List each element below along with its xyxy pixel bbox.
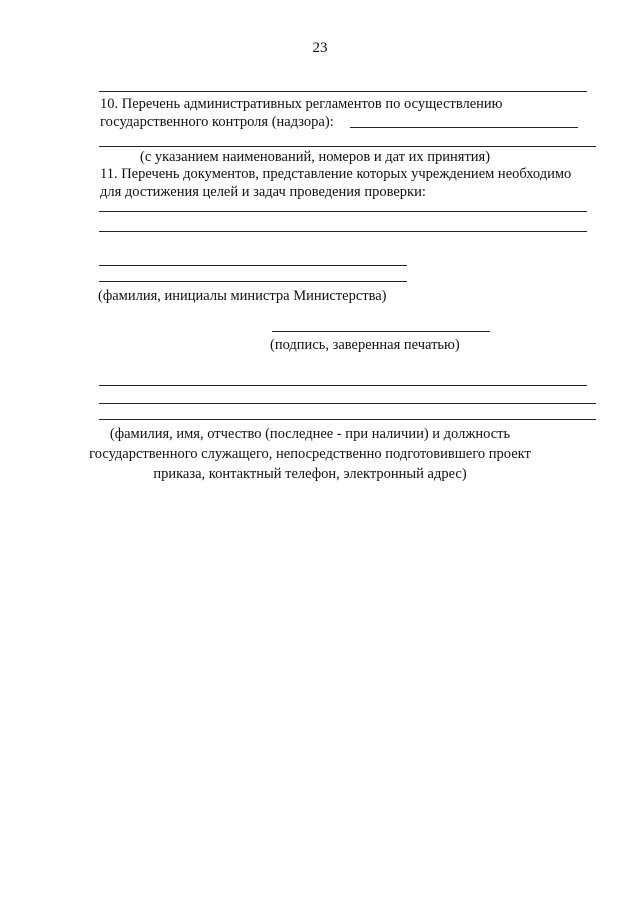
item11-fill-line-1 — [99, 211, 587, 212]
page-number: 23 — [312, 40, 328, 56]
minister-caption: (фамилия, инициалы министра Министерства) — [98, 288, 387, 304]
fill-line-top — [99, 91, 587, 92]
preparer-fill-line-1 — [99, 385, 587, 386]
preparer-caption-line2: государственного служащего, непосредственно подготовившего проект — [89, 446, 531, 462]
item11-fill-line-2 — [99, 231, 587, 232]
preparer-fill-line-2 — [99, 403, 596, 404]
item10-fill-line — [99, 146, 596, 147]
minister-fill-line-1 — [99, 265, 407, 266]
signature-fill-line — [272, 331, 490, 332]
preparer-fill-line-3 — [99, 419, 596, 420]
item10-line1: 10. Перечень административных регламентов по осуществлению — [100, 96, 503, 112]
signature-caption: (подпись, заверенная печатью) — [270, 337, 460, 353]
minister-fill-line-2 — [99, 281, 407, 282]
item10-caption: (с указанием наименований, номеров и дат их принятия) — [140, 149, 491, 165]
item10-line2: государственного контроля (надзора): — [100, 114, 334, 130]
preparer-caption-line3: приказа, контактный телефон, электронный адрес) — [153, 466, 467, 482]
preparer-caption-line1: (фамилия, имя, отчество (последнее - при наличии) и должность — [109, 426, 511, 442]
item10-fill-line-inline — [350, 127, 578, 128]
item11-line2: для достижения целей и задач проведения проверки: — [100, 184, 426, 200]
preparer-caption — [80, 424, 540, 484]
item11-line1: 11. Перечень документов, представление которых учреждением необходимо — [100, 166, 572, 182]
